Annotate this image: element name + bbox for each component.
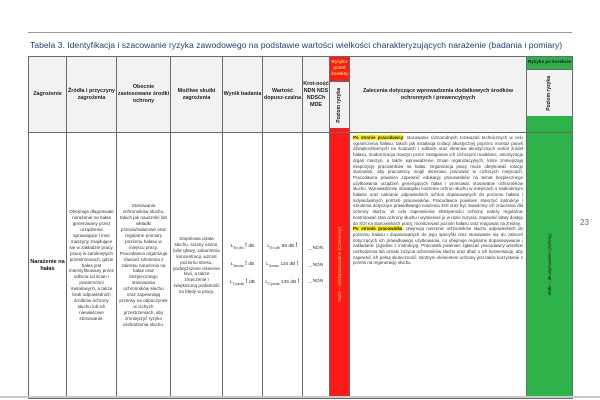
limit-amax: $L_{Amax}$ 115 dB ! [266, 261, 299, 269]
page-bottom-rule [0, 396, 600, 398]
header-effects: Możliwe skutki zagrożenia [171, 57, 223, 133]
highlight-employee: Po stronie pracownika [353, 226, 403, 232]
header-hazard: Zagrożenie [29, 57, 67, 133]
limit-ex8h: $L_{Ex,8h}$ 85 dB ! [267, 243, 298, 251]
result-ex8h: $L_{Ex,8h}$ ! dB [230, 243, 255, 251]
table-header-row [29, 57, 573, 133]
risk-before-label: Duże – niedopuszczalne (Czerwony) [336, 227, 342, 302]
risk-after-cell [527, 133, 573, 399]
page-top-rule [28, 32, 572, 33]
header-recommendations: Zalecenia dotyczące wprowadzenia dodatkowych środków ochronnych i prewencyjnych [350, 57, 527, 133]
table-row [29, 133, 573, 399]
result-cpeak: $L_{Cpeak}$ ! dB [230, 278, 255, 286]
multiple-ex8h: _ NDN [308, 245, 324, 251]
page-number: 23 [580, 218, 589, 227]
header-risk-after-label: Ryzyko po korekcie [528, 59, 571, 64]
multiple-cpeak: _ NDN [308, 279, 324, 285]
row-effects: Stopniowa utrata słuchu, szumy uszne, bóle głowy, zaburzenia koncentracji, wzrost poziomu stresu, podwyższone ciśnienie krwi, a także zmęczenie i zwiększoną podatność na błędy w pracy. [171, 133, 223, 399]
risk-assessment-table [28, 56, 573, 399]
header-risk-before-label: Ryzyko przed korektą [331, 59, 348, 76]
header-limit: Wartość dopusz-czalna [263, 57, 303, 133]
header-abbrev: Krot-ność NDN NDS NDSCh MDE [303, 57, 330, 133]
header-risk-level-after: Poziom ryzyka [546, 75, 552, 111]
row-hazard: Narażenie na hałas [29, 133, 67, 399]
result-amax: $L_{Amax}$ ! dB [230, 261, 255, 269]
header-result: Wynik badania [223, 57, 263, 133]
limit-cpeak: $L_{Cpeak}$ 135 dB ! [265, 278, 300, 286]
row-limit-cell [263, 133, 303, 399]
highlight-employer: Po stronie pracodawcy [353, 135, 404, 140]
risk-before-cell [330, 133, 350, 399]
row-result-cell [223, 133, 263, 399]
row-existing-measures: Stosowanie ochronników słuchu, takich jak nauszniki lub wkładki przeciwhałasowe oraz regularne pomiary poziomu hałasu w miejscu pracy. Pracodawca organizuje również szkolenia z zakresu narażenia na hałas oraz bezpiecznego stosowania ochronników słuchu oraz zapewniają przerwy na odpoczynek w cichych przestrzeniach, aby zmniejszyć ryzyko uszkodzenia słuchu. [117, 133, 171, 399]
row-multiple-cell [303, 133, 330, 399]
recommendations-employer-text: : stosowanie różnorodnych rozwiązań technicznych w celu ograniczenia hałasu, takich jak instalacja izolacji akustycznej poprzez montaż paneli dźwiękochłonnych na ścianach i sufitach oraz ekranów akustycznych wokół źródeł hałasu, modernizacja maszyn przez zastąpienie ich cichszymi modelami, amortyzacja drgań maszyn, a także wprowadzenie zmian organizacyjnych, które zmniejszają ekspozycję pracowników na hałas. Organizacja pracy może obejmować rotację stanowisk, aby pracownicy mogli okresowo pracować w cichszych miejscach. Pracodawca powinien zapewnić edukację pracowników na temat bezpiecznego użytkowania urządzeń generujących hałas i promować stosowanie ochronników słuchu. Wprowadzenie obowiązku noszenia ochron słuchu w miejscach o nadmiernym hałasie oraz nabranie odpowiednich ochron dopasowanych do poziomu hałasu i indywidualnych potrzeb pracowników. Pracodawca powinien stworzyć instrukcje i szkolenia dotyczące prawidłowego noszenia ŚOI oraz być świadomy ich znaczenia dla ochrony słuchu. W celu zapewnienia efektywności ochrony należy regularnie kontrolować stan ochrony słuchu i wymieniać je w razie zużycia, zapewnić łatwy dostęp do ŚOI na stanowiskach pracy, monitorować poziom hałasu oraz reagować na zmiany. [353, 135, 523, 226]
row-recommendations [350, 133, 527, 399]
header-risk-after [527, 57, 573, 133]
multiple-amax: _ NDN [308, 262, 324, 268]
header-risk-level-before: Poziom ryzyka [336, 87, 342, 123]
header-existing-measures: Obecnie zastosowane środki ochrony [117, 57, 171, 133]
header-sources: Źródła i przyczyny zagrożenia [67, 57, 117, 133]
row-sources: Obejmuje długotrwałe narażenie na hałas generowany przez urządzenia sprawiające i inne maszyny znajdujące się w zakładzie pracy, pracę w zamkniętych przestrzeniach, gdzie hałas jest intensyfikowany przez odbicia od ścian i powierzchni metalowych, a także brak odpowiednich środków ochrony słuchu lub ich niewłaściwe stosowanie. [67, 133, 117, 399]
risk-after-label: Małe – akceptowalne (Zielony) [546, 233, 552, 296]
header-risk-before [330, 57, 350, 133]
recommendations-employee-text: : obejmują noszenie ochronników słuchu odpowiednich do poziomu hałasu i dopasowanych do jego specyfiki oraz stosowanie się do zaleceń dotyczących ich prawidłowego użytkowania, co obejmuje regularne dopasowywanie i zakładanie (zgodnie z instrukcją). Pracownik powinien zgłaszać pracodawcy wszelkie uszkodzenia lub oznaki zużycia ochronników słuchu oraz dbać o ich konserwację, aby zapewnić ich pełną skuteczność. Istotnym elementem ochrony jest także korzystanie z przerw na regenerację słuchu [353, 226, 523, 266]
table-caption: Tabela 3. Identyfikacja i szacowanie ryzyka zawodowego na podstawie wartości wielkości charakteryzujących narażenie (badania i pomiary) [30, 40, 563, 50]
